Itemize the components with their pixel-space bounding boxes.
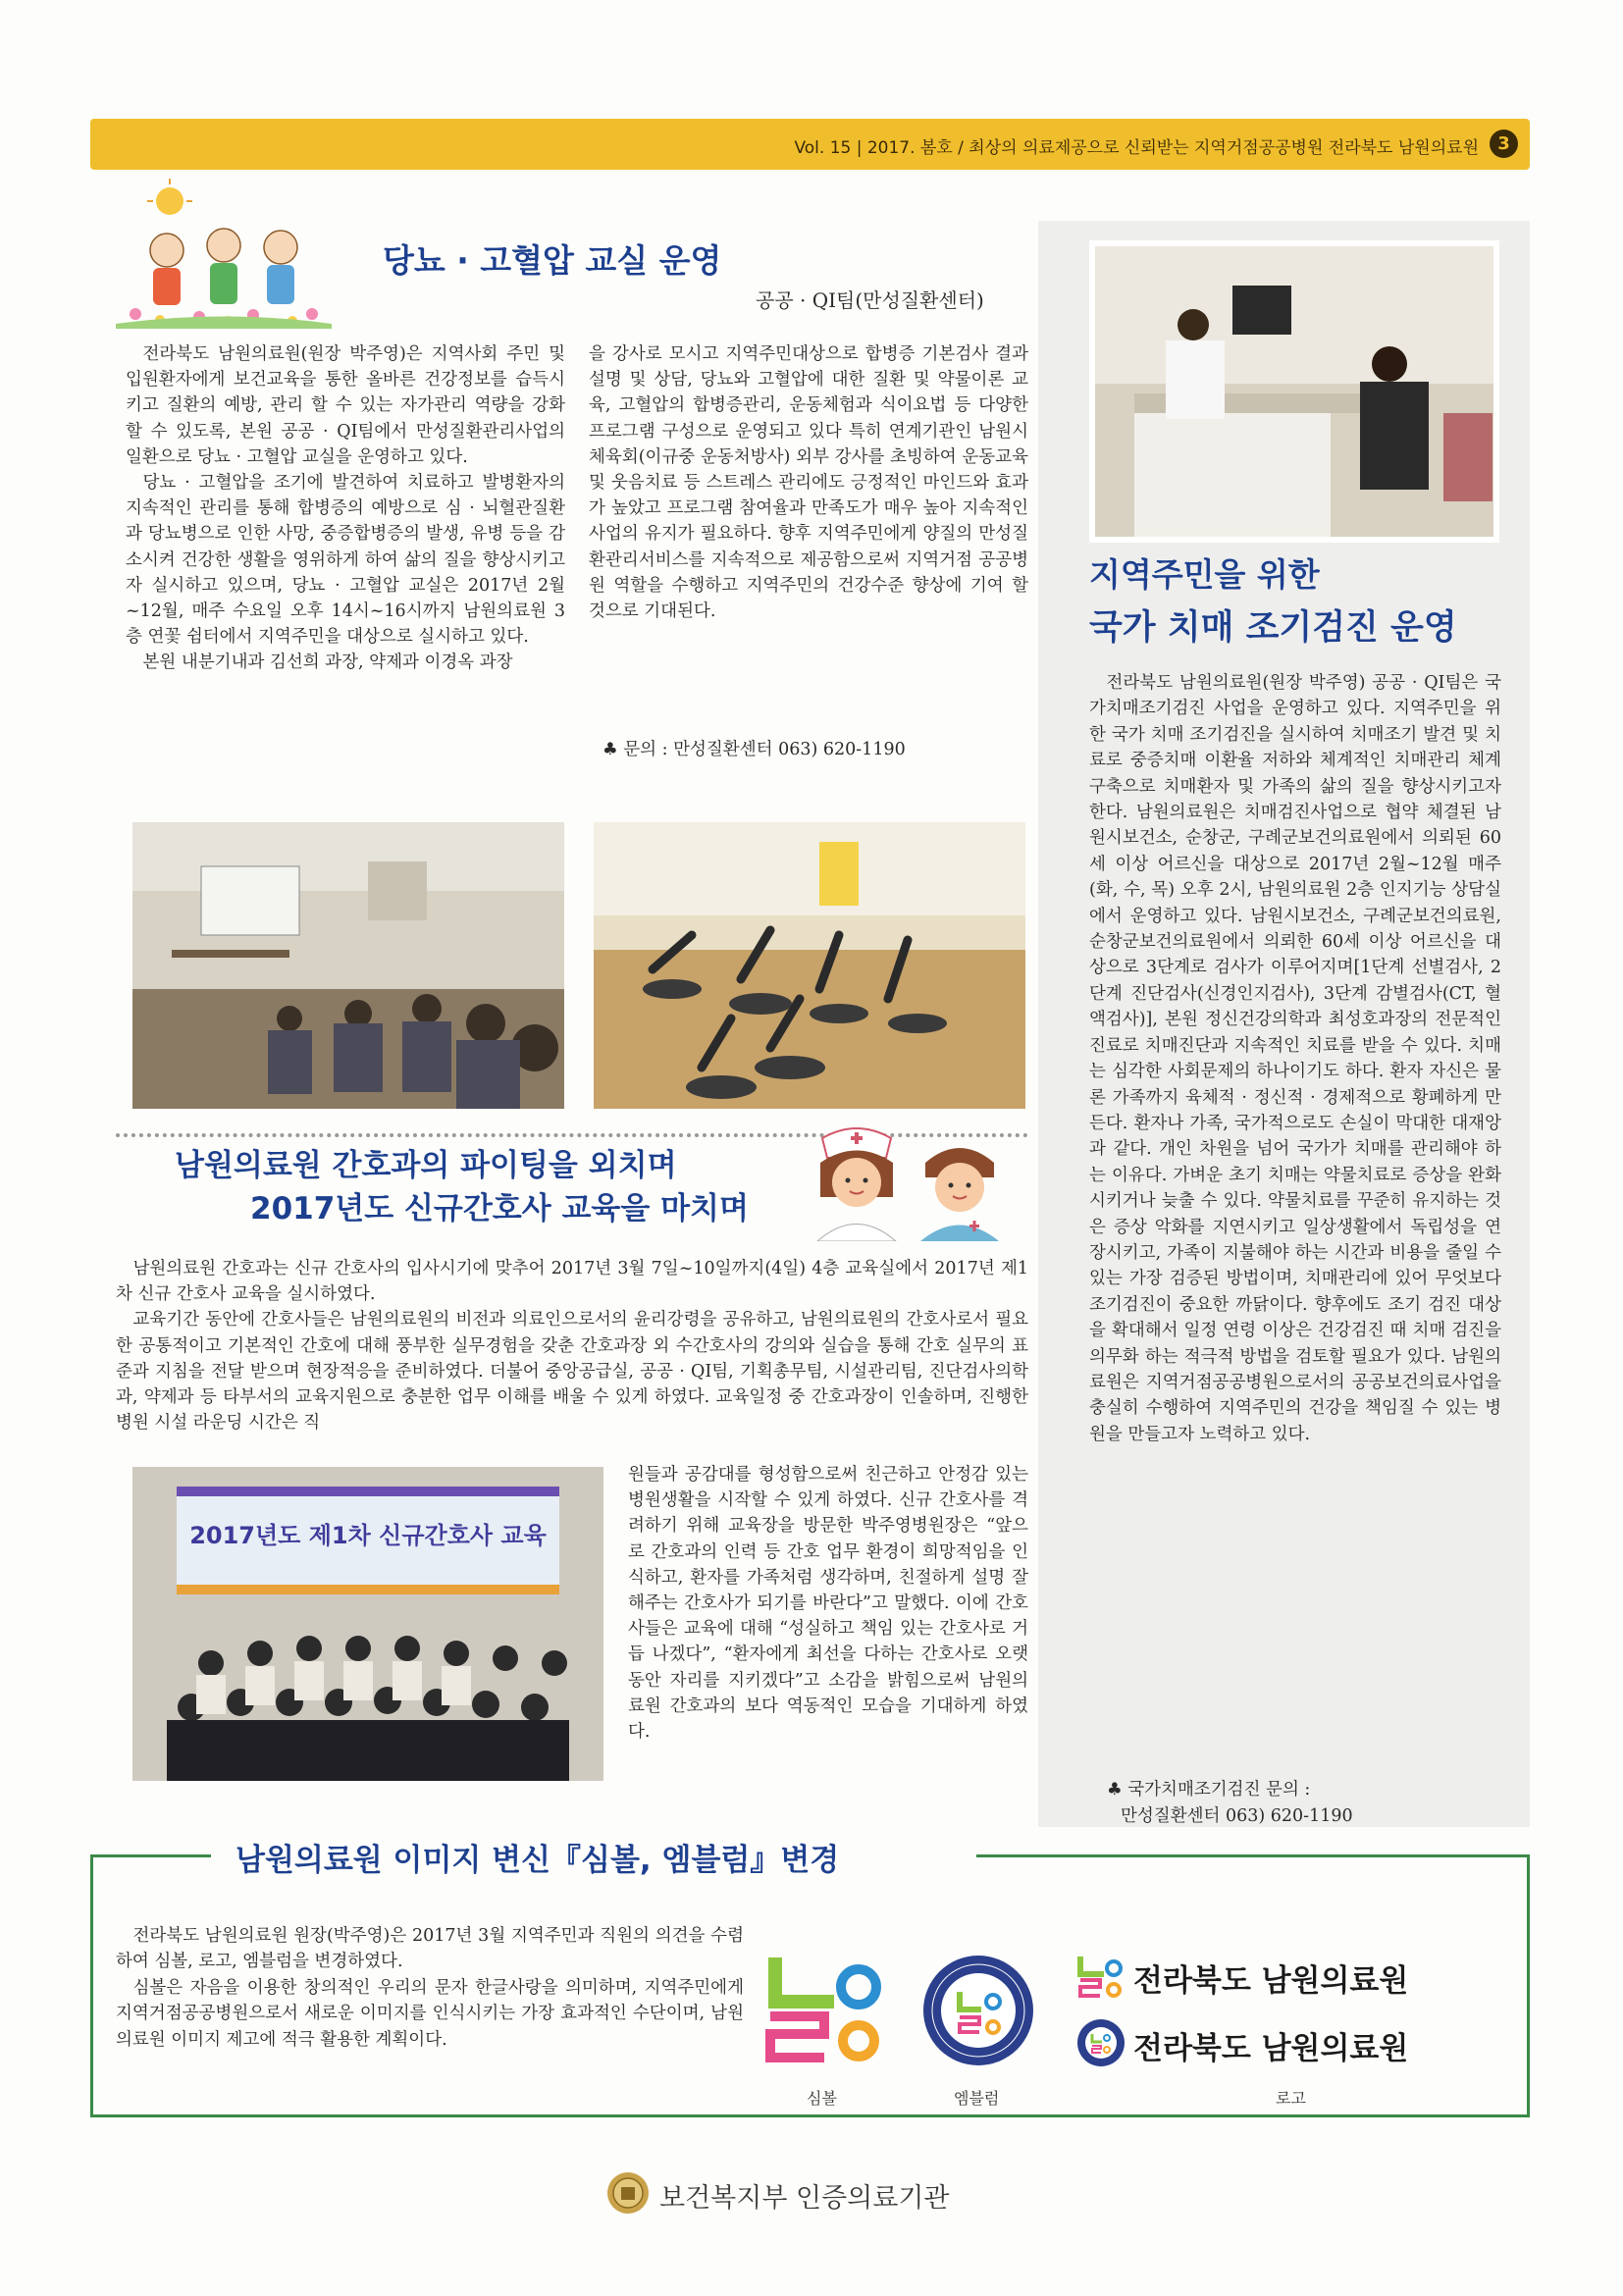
emblem-label: 엠블럼	[954, 2089, 1000, 2108]
article3-title-line1: 남원의료원 간호과의 파이팅을 외치며	[175, 1148, 677, 1183]
consultation-photo	[1089, 240, 1499, 543]
article3-title-line2: 2017년도 신규간호사 교육을 마치며	[250, 1191, 749, 1226]
certification-seal-icon	[606, 2171, 650, 2215]
article1-col2-text: 을 강사로 모시고 지역주민대상으로 합병증 기본검사 결과 설명 및 상담, 당뇨와 고혈압에 대한 질환 및 약물이론 교육, 고혈압의 합병증관리, 운동체험과 식이요법 등 다양한 프로그램 구성으로 운영되고 있다 특히 연계기관인 남원시체육회(이규중 운동처방사) 외부 강사를 초빙하여 운동교육 및 웃음치료 등 스트레스 관리에도 긍정적인 마인드와 효과가 높았고 프로그램 참여율과 만족도가 매우 높아 지속적인 사업의 유지가 필요하다. 향후 지역주민에게 양질의 만성질환관리서비스를 지속적으로 제공함으로써 지역거점 공공병원 역할을 수행하고 지역주민의 건강수준 향상에 기여 할 것으로 기대된다.	[589, 344, 1028, 622]
article3-p1: 남원의료원 간호과는 신규 간호사의 입사시기에 맞추어 2017년 3월 7일~10일까지(4일) 4층 교육실에서 2017년 제1차 신규 간호사 교육을 실시하였다.	[116, 1259, 1028, 1305]
page-number: 3	[1490, 130, 1518, 158]
header-bar	[90, 119, 1530, 170]
article2-p1: 전라북도 남원의료원(원장 박주영) 공공 · QI팀은 국가치매조기검진 사업을 운영하고 있다. 지역주민을 위한 국가 치매 조기검진을 실시하여 치매조기 발견 및 치료로 중증치매 이환율 저하와 체계적인 치매관리 체계 구축으로 치매환자 및 가족의 삶의 질을 향상시키고자 한다. 남원의료원은 치매검진사업으로 협약 체결된 남원시보건소, 순창군, 구례군보건의료원에서 의뢰된 60세 이상 어르신을 대상으로 2017년 2월~12월 매주(화, 수, 목) 오후 2시, 남원의료원 2층 인지기능 상담실에서 운영하고 있다. 남원시보건소, 구례군보건의료원, 순창군보건의료원에서 의뢰한 60세 이상 어르신을 대상으로 3단계로 검사가 이루어지며[1단계 선별검사, 2단계 진단검사(신경인지검사), 3단계 감별검사(CT, 혈액검사)], 본원 정신건강의학과 최성호과장의 전문적인 진료로 치매진단과 지속적인 치료를 받을 수 있다. 치매는 심각한 사회문제의 하나이기도 하다. 환자 자신은 물론 가족까지 육체적 · 정신적 · 경제적으로 황폐하게 만든다. 환자나 가족, 국가적으로도 손실이 막대한 대재앙과 같다. 개인 차원을 넘어 국가가 치매를 관리해야 하는 이유다. 가벼운 초기 치매는 약물치료로 증상을 완화시키거나 늦출 수 있다. 약물치료를 꾸준히 유지하는 것은 증상 악화를 지연시키고 일상생활에서 독립성을 연장시키고, 가족이 지불해야 하는 시간과 비용을 줄일 수 있는 가장 검증된 방법이며, 치매관리에 있어 무엇보다 조기검진이 중요한 까닭이다. 향후에도 조기 검진 대상을 확대해서 일정 연령 이상은 건강검진 때 치매 검진을 의무화 하는 적극적 방법을 검토할 필요가 있다. 남원의료원은 지역거점공공병원으로서의 공공보건의료사업을 충실히 수행하여 지역주민의 건강을 책임질 수 있는 병원을 만들고자 노력하고 있다.	[1089, 673, 1501, 1444]
article1-byline: 공공 · QI팀(만성질환센터)	[756, 288, 984, 312]
article4-title: 남원의료원 이미지 변신『심볼, 엠블럼』변경	[236, 1843, 840, 1878]
classroom-photo	[132, 822, 564, 1109]
nurse-illustration	[803, 1119, 1014, 1241]
hangul-symbol-icon	[765, 1948, 883, 2065]
logo-label: 로고	[1276, 2089, 1306, 2108]
article4-p1: 전라북도 남원의료원 원장(박주영)은 2017년 3월 지역주민과 직원의 의견을 수렴하여 심볼, 로고, 엠블럼을 변경하였다.	[116, 1926, 744, 1972]
article2-contact-line1: ♣ 국가치매조기검진 문의 :	[1107, 1780, 1311, 1800]
article4-p2: 심볼은 자음을 이용한 창의적인 우리의 문자 한글사랑을 의미하며, 지역주민에게 지역거점공공병원으로서 새로운 이미지를 인식시키는 가장 효과적인 수단이며, 남원의료원 이미지 제고에 적극 활용한 계획이다.	[116, 1977, 744, 2050]
article3-full-text	[116, 1256, 1028, 1435]
article2-title-line1: 지역주민을 위한	[1089, 555, 1320, 594]
article1-title: 당뇨 · 고혈압 교실 운영	[383, 241, 722, 280]
article3-side: 원들과 공감대를 형성함으로써 친근하고 안정감 있는 병원생활을 시작할 수 있게 하였다. 신규 간호사를 격려하기 위해 교육장을 방문한 박주영병원장은 “앞으로 간호과의 인력 등 간호 업무 환경이 희망적임을 인식하고, 환자를 가족처럼 생각하며, 친절하게 설명 잘해주는 간호사가 되기를 바란다”고 말했다. 이에 간호사들은 교육에 대해 “성실하고 책임 있는 간호사로 거듭 나겠다”, “환자에게 최선을 다하는 간호사로 오랫동안 자리를 지키겠다”고 소감을 밝힘으로써 남원의료원 간호과의 보다 역동적인 모습을 기대하게 하였다.	[628, 1465, 1028, 1743]
exercise-photo	[594, 822, 1025, 1109]
article1-col1-p1: 전라북도 남원의료원(원장 박주영)은 지역사회 주민 및 입원환자에게 보건교육을 통한 올바른 건강정보를 습득시키고 질환의 예방, 관리 할 수 있는 자가관리 역량을 강화 할 수 있도록, 본원 공공 · QI팀에서 만성질환관리사업의 일환으로 당뇨 · 고혈압 교실을 운영하고 있다.	[126, 344, 565, 467]
article2-contact-line2: 만성질환센터 063) 620-1190	[1121, 1806, 1353, 1826]
article3-side-text	[628, 1462, 1028, 1745]
article1-col1-p2: 당뇨 · 고혈압을 조기에 발견하여 치료하고 발병환자의 지속적인 관리를 통해 합병증의 예방으로 심 · 뇌혈관질환과 당뇨병으로 인한 사망, 중증합병증의 발생, 유병 등을 감소시켜 건강한 생활을 영위하게 하여 삶의 질을 향상시키고자 실시하고 있으며, 당뇨 · 고혈압 교실은 2017년 2월~12월, 매주 수요일 오후 14시~16시까지 남원의료원 3층 연꽃 쉼터에서 지역주민을 대상으로 실시하고 있다.	[126, 473, 565, 648]
nurses-group-photo	[132, 1467, 603, 1781]
article2-body	[1089, 670, 1501, 1447]
emblem-icon	[920, 1953, 1036, 2068]
article1-contact: ♣ 문의 : 만성질환센터 063) 620-1190	[602, 740, 906, 759]
kids-illustration	[116, 177, 332, 329]
logo-text-1: 전라북도 남원의료원	[1133, 1963, 1409, 1999]
footer-text: 보건복지부 인증의료기관	[659, 2183, 950, 2214]
article2-title-line2: 국가 치매 조기검진 운영	[1089, 608, 1457, 648]
header-text: Vol. 15 | 2017. 봄호 / 최상의 의료제공으로 신뢰받는 지역거점공공병원 전라북도 남원의료원	[794, 138, 1479, 158]
logo-symbol-icon-small	[1076, 1953, 1124, 2000]
article1-col2	[589, 341, 1028, 624]
article1-col1-p3: 본원 내분기내과 김선희 과장, 약제과 이경옥 과장	[142, 652, 513, 673]
symbol-label: 심볼	[807, 2089, 837, 2108]
banner-text: 2017년도 제1차 신규간호사 교육	[189, 1522, 547, 1549]
logo-text-2: 전라북도 남원의료원	[1133, 2031, 1409, 2066]
article3-p2: 교육기간 동안에 간호사들은 남원의료원의 비전과 의료인으로서의 윤리강령을 공유하고, 남원의료원의 간호사로서 필요한 공통적이고 기본적인 간호에 대해 풍부한 실무경험을 갖춘 간호과장 외 수간호사의 강의와 실습을 통해 간호 실무의 표준과 지침을 전달 받으며 현장적응을 준비하였다. 더불어 중앙공급실, 공공 · QI팀, 기획총무팀, 시설관리팀, 진단검사의학과, 약제과 등 타부서의 교육지원으로 충분한 업무 이해를 배울 수 있게 하였다. 교육일정 중 간호과장이 인솔하며, 진행한 병원 시설 라운딩 시간은 직	[116, 1310, 1028, 1434]
logo-emblem-icon-small	[1076, 2018, 1126, 2067]
article4-body	[116, 1923, 744, 2053]
article1-col1	[126, 341, 565, 676]
